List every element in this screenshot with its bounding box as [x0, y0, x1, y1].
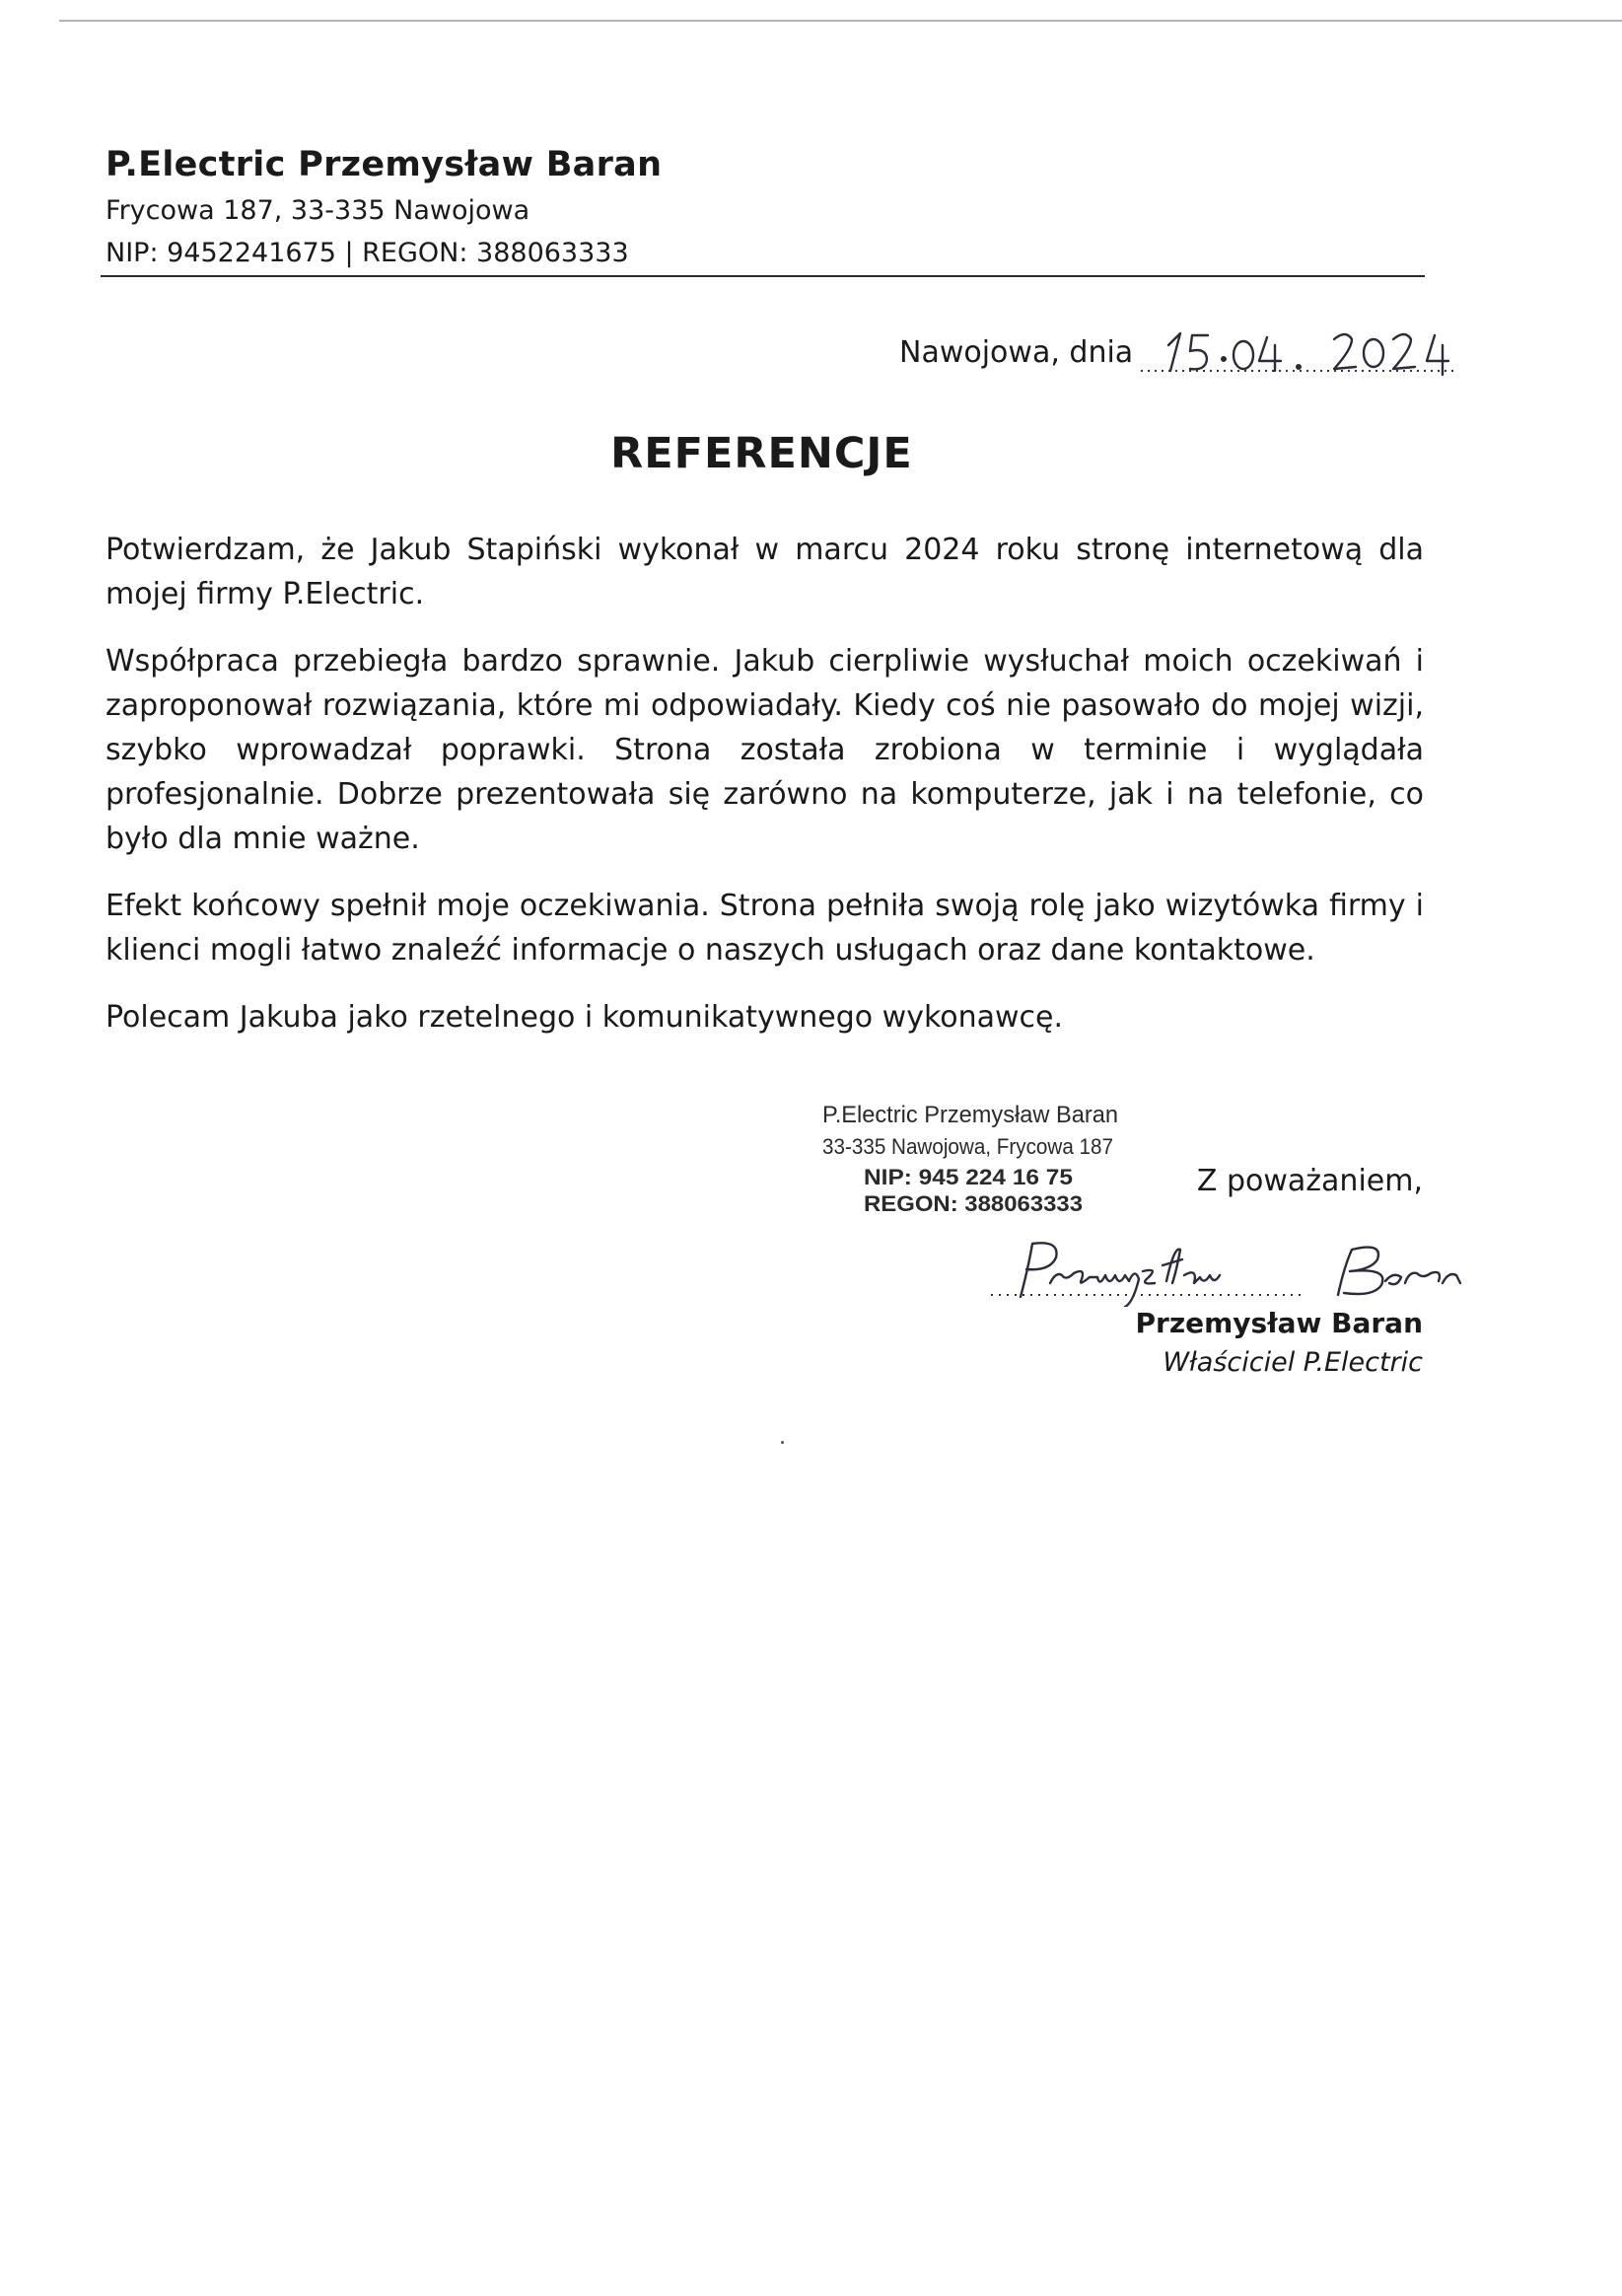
scan-edge-line — [59, 20, 1622, 22]
letterhead-divider — [101, 275, 1425, 277]
date-prefix: Nawojowa, dnia — [899, 335, 1134, 370]
company-stamp — [820, 1093, 1136, 1221]
company-name: P.Electric Przemysław Baran — [106, 145, 663, 184]
closing-salutation: Z poważaniem, — [1196, 1164, 1423, 1198]
handwritten-date — [1141, 323, 1461, 383]
paragraph-4: Polecam Jakuba jako rzetelnego i komunikatywnego wykonawcę. — [106, 1000, 1064, 1035]
document-title: REFERENCJE — [610, 429, 913, 478]
signer-role: Właściciel P.Electric — [1163, 1347, 1423, 1378]
stamp-line-4: REGON: 388063333 — [864, 1191, 1083, 1216]
paragraph-1: Potwierdzam, że Jakub Stapiński wykonał w marcu 2024 roku stronę internetową dla mojej firmy P.Electric. — [106, 533, 1424, 611]
paragraph-3: Efekt końcowy spełnił moje oczekiwania. Strona pełniła swoją rolę jako wizytówka firmy i klienci mogli łatwo znaleźć informacje o naszych usługach oraz dane kontaktowe. — [106, 889, 1424, 968]
stamp-line-1: P.Electric Przemysław Baran — [822, 1102, 1118, 1128]
signer-name: Przemysław Baran — [1135, 1307, 1423, 1339]
stamp-line-2: 33-335 Nawojowa, Frycowa 187 — [822, 1134, 1113, 1159]
letterhead — [106, 140, 662, 274]
handwritten-signature — [991, 1238, 1464, 1307]
paragraph-2: Współpraca przebiegła bardzo sprawnie. Jakub cierpliwie wysłuchał moich oczekiwań i zaproponował rozwiązania, które mi odpowiadały. Kiedy coś nie pasowało do mojej wizji, szybko wprowadzał poprawki. Strona została zrobiona w terminie i wyglądała profesjonalnie. Dobrze prezentowała się zarówno na komputerze, jak i na telefonie, co było dla mnie ważne. — [106, 644, 1424, 856]
scan-speck — [781, 1441, 784, 1444]
stamp-line-3: NIP: 945 224 16 75 — [864, 1165, 1073, 1189]
date-line — [899, 323, 1461, 383]
company-ids: NIP: 9452241675 | REGON: 388063333 — [106, 238, 629, 268]
letter-body — [106, 528, 1424, 1062]
company-address: Frycowa 187, 33-335 Nawojowa — [106, 195, 530, 226]
